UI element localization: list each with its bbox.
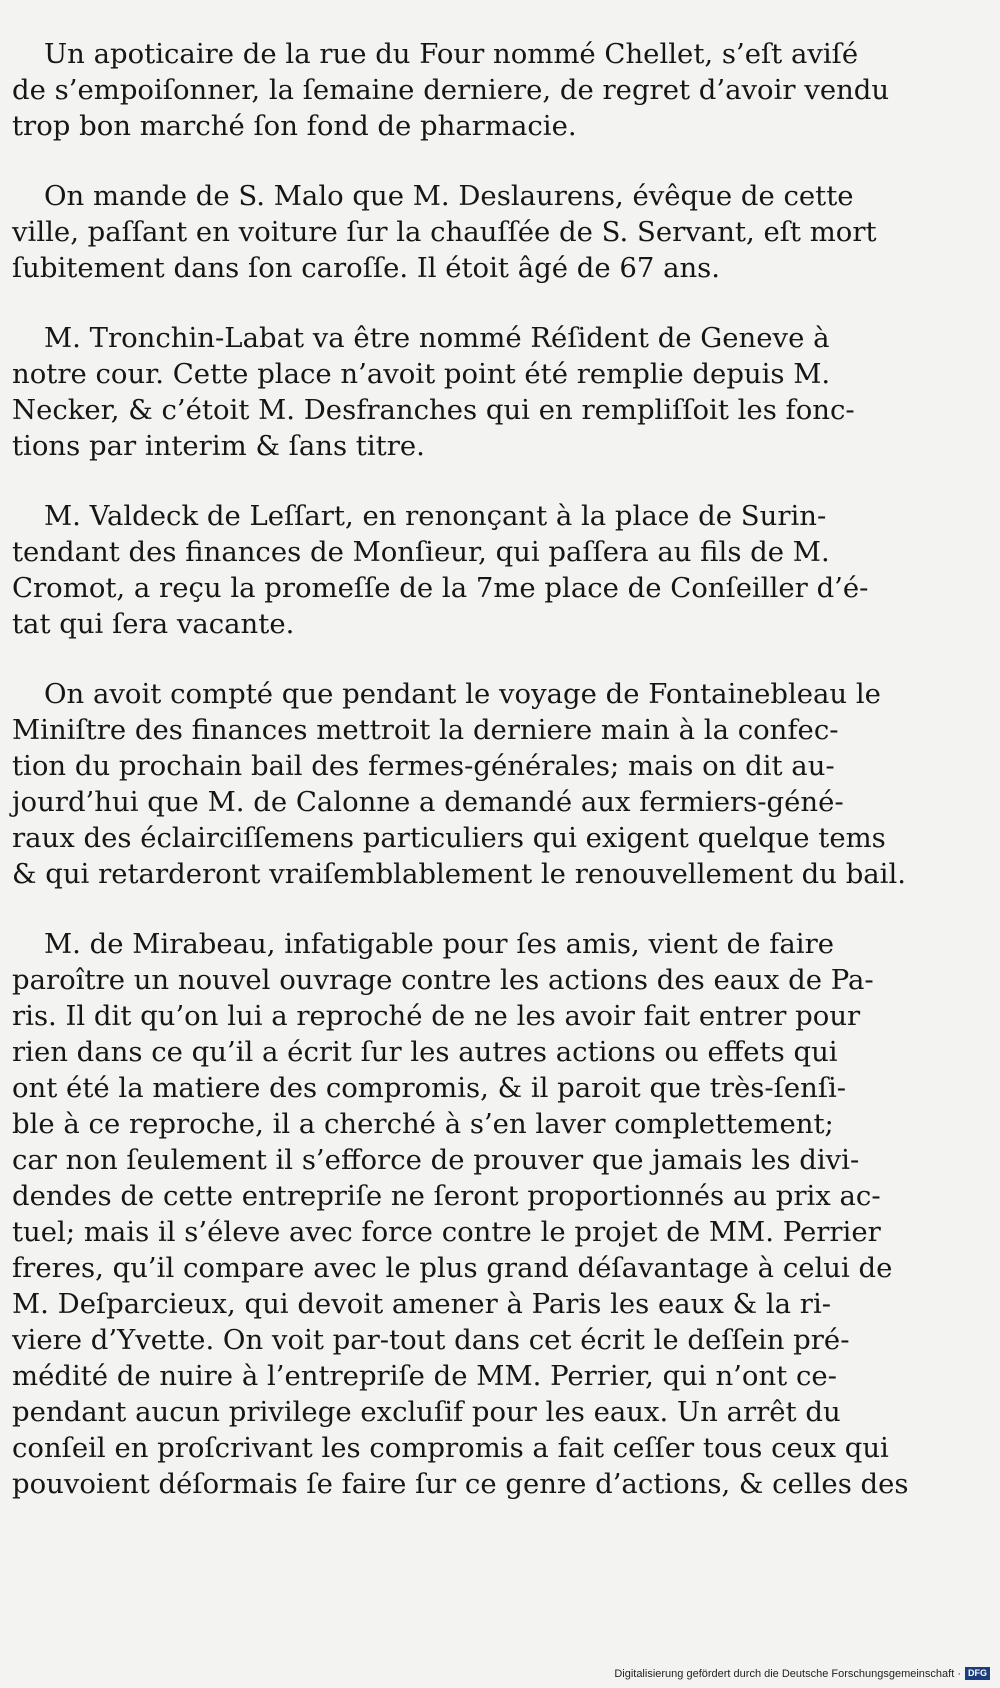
text-line: pouvoient déſormais ſe faire ſur ce genre d’actions, & celles des	[12, 1468, 909, 1500]
text-line: dendes de cette entrepriſe ne ſeront proportionnés au prix ac-	[12, 1180, 881, 1212]
text-line: M. Valdeck de Leſſart, en renonçant à la place de Surin-	[44, 500, 827, 532]
text-line: M. Tronchin-Labat va être nommé Réſident de Geneve à	[44, 322, 830, 354]
text-line: tions par interim & ſans titre.	[12, 430, 425, 462]
paragraph-tronchin	[12, 320, 916, 464]
text-line: raux des éclairciſſemens particuliers qui exigent quelque tems	[12, 822, 886, 854]
dfg-logo-icon: DFG	[965, 1667, 990, 1680]
paragraph-fontainebleau	[12, 676, 916, 892]
text-line: viere d’Yvette. On voit par-tout dans cet écrit le deſſein pré-	[12, 1324, 850, 1356]
paragraph-saint-malo	[12, 178, 916, 286]
text-line: On avoit compté que pendant le voyage de Fontainebleau le	[44, 678, 881, 710]
paragraph-valdeck	[12, 498, 916, 642]
text-line: freres, qu’il compare avec le plus grand déſavantage à celui de	[12, 1252, 893, 1284]
paragraph-mirabeau	[12, 926, 916, 1502]
text-line: tendant des finances de Monſieur, qui paſſera au fils de M.	[12, 536, 830, 568]
text-line: médité de nuire à l’entrepriſe de MM. Perrier, qui n’ont ce-	[12, 1360, 837, 1392]
text-line: ville, paſſant en voiture ſur la chauſſée de S. Servant, eſt mort	[12, 216, 877, 248]
text-line: paroître un nouvel ouvrage contre les actions des eaux de Pa-	[12, 964, 874, 996]
text-line: M. de Mirabeau, infatigable pour ſes amis, vient de faire	[44, 928, 835, 960]
text-line: tuel; mais il s’éleve avec force contre le projet de MM. Perrier	[12, 1216, 881, 1248]
text-line: ble à ce reproche, il a cherché à s’en laver complettement;	[12, 1108, 834, 1140]
text-line: car non ſeulement il s’efforce de prouver que jamais les divi-	[12, 1144, 860, 1176]
text-line: ont été la matiere des compromis, & il paroit que très-ſenſi-	[12, 1072, 847, 1104]
text-line: tat qui ſera vacante.	[12, 608, 295, 640]
text-line: pendant aucun privilege excluſif pour les eaux. Un arrêt du	[12, 1396, 841, 1428]
text-line: rien dans ce qu’il a écrit ſur les autres actions ou effets qui	[12, 1036, 838, 1068]
text-line: jourd’hui que M. de Calonne a demandé aux fermiers-géné-	[12, 786, 844, 818]
credit-text: Digitalisierung gefördert durch die Deutsche Forschungsgemeinschaft ·	[614, 1667, 961, 1680]
text-line: Un apoticaire de la rue du Four nommé Chellet, s’eſt aviſé	[44, 38, 859, 70]
text-line: notre cour. Cette place n’avoit point été remplie depuis M.	[12, 358, 831, 390]
text-line: Necker, & c’étoit M. Desfranches qui en rempliſſoit les fonc-	[12, 394, 855, 426]
text-line: tion du prochain bail des fermes-générales; mais on dit au-	[12, 750, 835, 782]
text-line: Cromot, a reçu la promeſſe de la 7me place de Conſeiller d’é-	[12, 572, 869, 604]
text-line: ſubitement dans ſon caroſſe. Il étoit âgé de 67 ans.	[12, 252, 721, 284]
text-line: ris. Il dit qu’on lui a reproché de ne les avoir fait entrer pour	[12, 1000, 861, 1032]
text-line: M. Deſparcieux, qui devoit amener à Paris les eaux & la ri-	[12, 1288, 832, 1320]
text-line: On mande de S. Malo que M. Deslaurens, évêque de cette	[44, 180, 854, 212]
text-line: Miniſtre des finances mettroit la derniere main à la confec-	[12, 714, 839, 746]
text-line: & qui retarderont vraiſemblablement le renouvellement du bail.	[12, 858, 907, 890]
digitization-credit	[614, 1667, 990, 1680]
paragraph-apothecary	[12, 36, 916, 144]
text-line: de s’empoiſonner, la ſemaine derniere, de regret d’avoir vendu	[12, 74, 890, 106]
text-line: conſeil en proſcrivant les compromis a fait ceſſer tous ceux qui	[12, 1432, 889, 1464]
text-line: trop bon marché ſon fond de pharmacie.	[12, 110, 577, 142]
